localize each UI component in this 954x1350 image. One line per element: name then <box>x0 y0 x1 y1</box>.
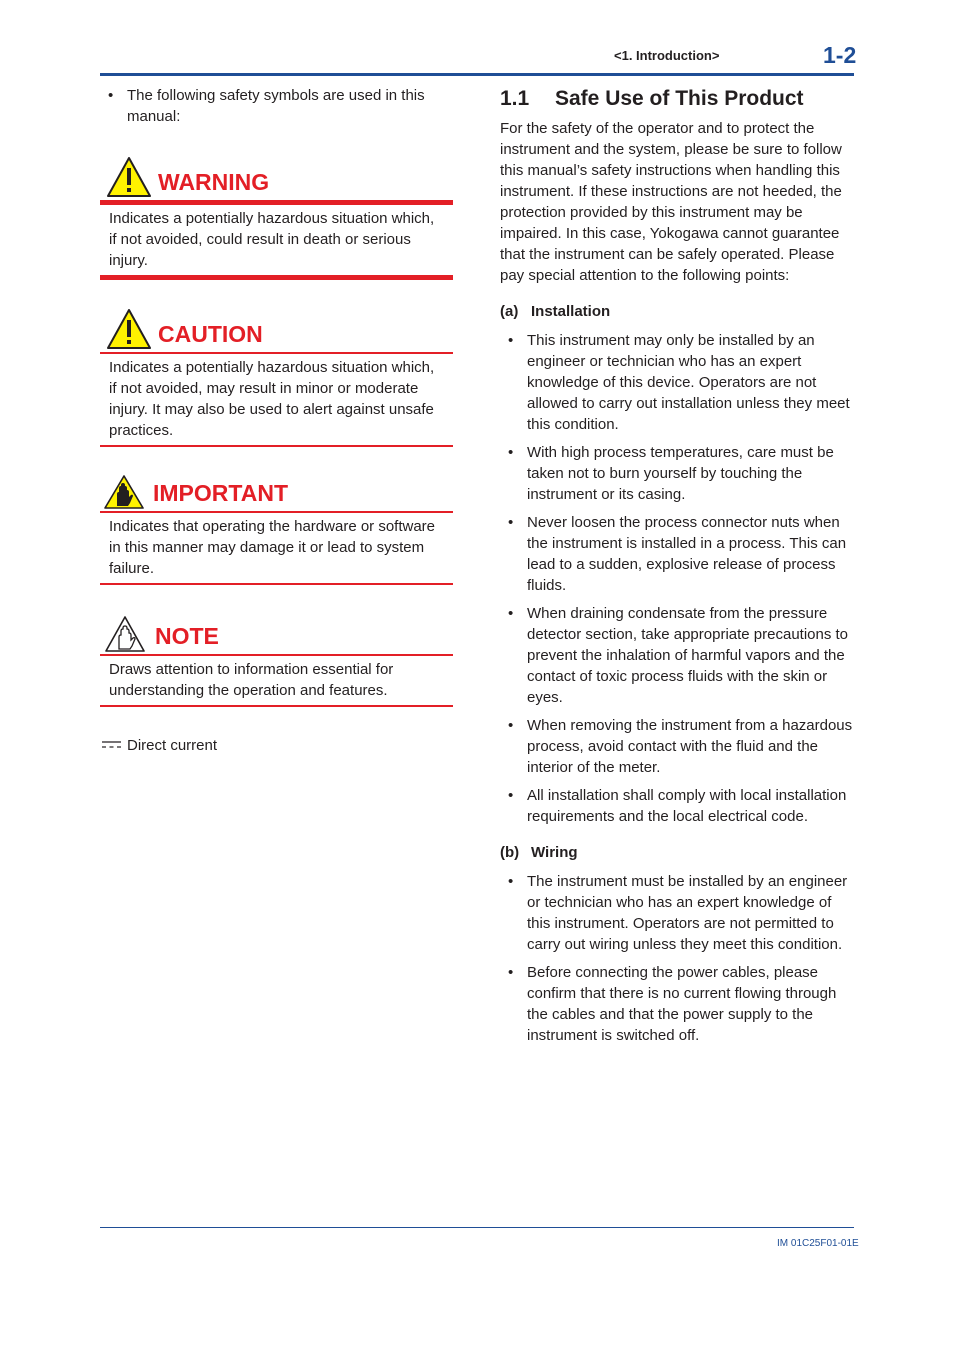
list-item-text: When removing the instrument from a hazardous process, avoid contact with the fluid and the interior of the meter. <box>527 717 853 776</box>
caution-bottom-rule <box>100 445 453 447</box>
bullet-dot: • <box>508 605 514 622</box>
footer-rule <box>100 1227 854 1228</box>
list-item-text: Never loosen the process connector nuts when the instrument is installed in a process. This can lead to a sudden, explosive release of process fluids. <box>527 514 847 594</box>
section-intro: For the safety of the operator and to protect the instrument and the system, please be sure to follow this manual’s safety instructions when handling this instrument. If these instructions are not heeded, the protection provided by this instrument may be impaired. In this case, Yokogawa cannot guarantee that the instrument can be safely operated. Please pay special attention to the following points: <box>500 120 842 284</box>
direct-current-label: Direct current <box>127 737 218 754</box>
section-number: 1.1 <box>500 87 530 110</box>
subsection-heading <box>500 303 856 320</box>
subsection-label: (b) <box>500 844 520 861</box>
list-item <box>500 512 856 596</box>
list-item <box>500 603 856 708</box>
left-column <box>100 85 453 756</box>
list-item <box>500 785 856 827</box>
list-item <box>500 330 856 435</box>
important-text: Indicates that operating the hardware or software in this manner may damage it or lead to system failure. <box>109 518 436 577</box>
list-item-text: All installation shall comply with local installation requirements and the local electrical code. <box>527 787 847 825</box>
note-hand-icon <box>105 616 145 652</box>
document-id: IM 01C25F01-01E <box>777 1238 859 1249</box>
subsection-label: (a) <box>500 303 519 320</box>
list-item-text: The instrument must be installed by an engineer or technician who has an expert knowledge of this instrument. Operators are not permitted to carry out wiring unless they meet this condition. <box>527 873 848 953</box>
caution-triangle-icon <box>106 308 152 350</box>
note-text: Draws attention to information essential for understanding the operation and features. <box>109 661 394 699</box>
warning-title: WARNING <box>158 169 270 195</box>
bullet-dot: • <box>108 87 114 104</box>
section-heading <box>500 85 856 113</box>
caution-title: CAUTION <box>158 321 263 347</box>
bullet-dot: • <box>508 444 514 461</box>
list-item-text: When draining condensate from the pressure detector section, take appropriate precautions to prevent the inhalation of harmful vapors and the contact of toxic process fluids with the skin or eyes. <box>527 605 849 706</box>
subsection-wiring <box>500 844 856 1046</box>
caution-text: Indicates a potentially hazardous situation which, if not avoided, may result in minor or moderate injury. It may also be used to alert against unsafe practices. <box>109 359 435 439</box>
warning-text: Indicates a potentially hazardous situation which, if not avoided, could result in death or serious injury. <box>109 210 435 269</box>
bullet-dot: • <box>508 964 514 981</box>
bullet-dot: • <box>508 332 514 349</box>
header-rule <box>100 73 854 76</box>
list-item <box>500 715 856 778</box>
important-title: IMPORTANT <box>153 480 289 506</box>
list-item-text: This instrument may only be installed by an engineer or technician who has an expert knowledge of this device. Operators are not allowed to carry out installation unless they meet this condition. <box>527 332 850 433</box>
list-item <box>500 962 856 1046</box>
important-box <box>100 470 453 585</box>
direct-current-item <box>100 735 453 756</box>
note-title: NOTE <box>155 623 219 649</box>
warning-bottom-rule <box>100 275 453 280</box>
chapter-header: <1. Introduction> <box>614 48 720 63</box>
subsection-title: Wiring <box>531 844 578 861</box>
bullet-dot: • <box>508 717 514 734</box>
right-column <box>500 85 856 1053</box>
warning-triangle-icon <box>106 156 152 198</box>
important-bottom-rule <box>100 583 453 585</box>
important-hand-icon <box>104 475 144 509</box>
list-item <box>500 871 856 955</box>
note-bottom-rule <box>100 705 453 707</box>
subsection-title: Installation <box>531 303 611 320</box>
section-title: Safe Use of This Product <box>555 87 804 110</box>
caution-box <box>100 306 453 447</box>
intro-bullet <box>100 85 453 127</box>
subsection-heading <box>500 844 856 861</box>
list-item-text: Before connecting the power cables, please confirm that there is no current flowing through the cables and that the power supply to the instrument is switched off. <box>527 964 837 1044</box>
bullet-dot: • <box>508 873 514 890</box>
list-item <box>500 442 856 505</box>
note-box <box>100 612 453 707</box>
intro-text: The following safety symbols are used in this manual: <box>127 87 425 125</box>
subsection-installation <box>500 303 856 827</box>
bullet-dot: • <box>508 514 514 531</box>
page-number: 1-2 <box>823 42 857 68</box>
direct-current-icon <box>102 741 121 749</box>
bullet-dot: • <box>508 787 514 804</box>
list-item-text: With high process temperatures, care must be taken not to burn yourself by touching the instrument or its casing. <box>527 444 834 503</box>
warning-box <box>100 154 453 280</box>
